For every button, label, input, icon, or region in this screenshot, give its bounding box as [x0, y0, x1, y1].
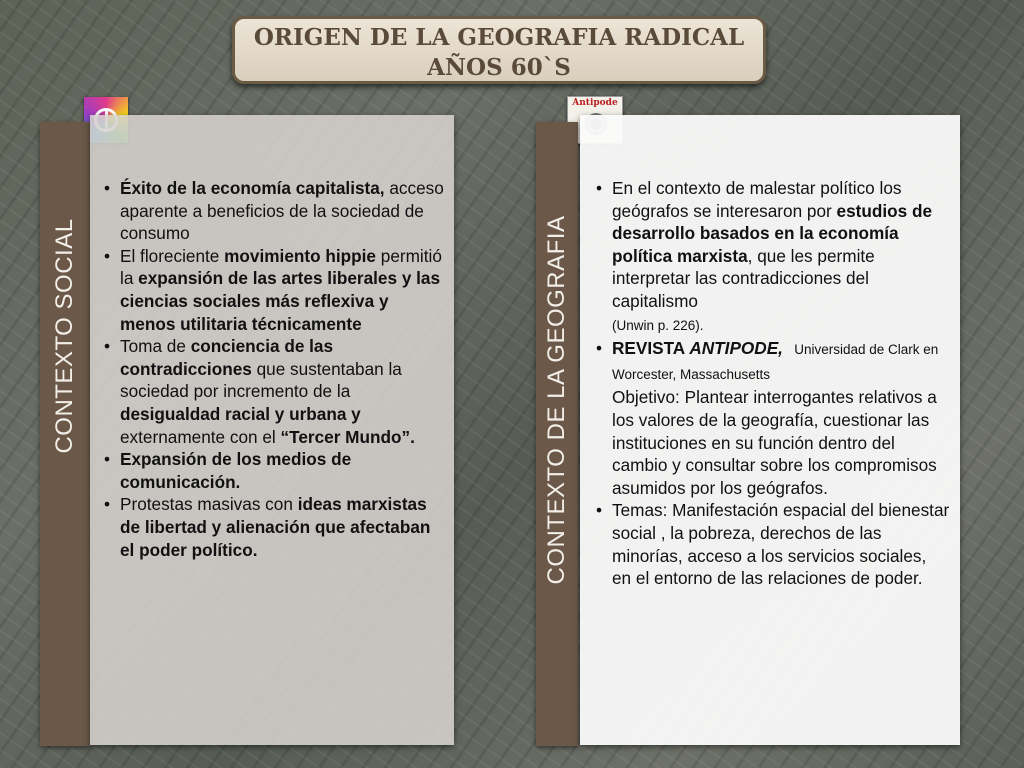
list-item: • En el contexto de malestar político los geógrafos se interesaron por estudios de desarrollo basados en la economía política marxista, que les permite interpretar las contradicciones del capitalismo (Unwin p. 226). — [592, 177, 950, 337]
contexto-social-panel — [90, 115, 454, 745]
list-item: • Toma de conciencia de las contradicciones que sustentaban la sociedad por incremento de la desigualdad racial y urbana y externamente con el “Tercer Mundo”. — [100, 335, 444, 448]
list-item: • Temas: Manifestación espacial del bienestar social , la pobreza, derechos de las minorías, acceso a los servicios sociales, en el entorno de las relaciones de poder. — [592, 499, 950, 589]
contexto-geografia-list — [592, 177, 950, 590]
contexto-social-label: CONTEXTO SOCIAL — [51, 218, 78, 454]
slide-title — [232, 16, 766, 84]
list-item: • Éxito de la economía capitalista, acceso aparente a beneficios de la sociedad de consumo — [100, 177, 444, 245]
title-line-2: AÑOS 60`S — [427, 54, 571, 81]
contexto-geografia-panel — [580, 115, 960, 745]
journal-cover-title: Antipode — [572, 98, 618, 108]
list-item: • Protestas masivas con ideas marxistas de libertad y alienación que afectaban el poder político. — [100, 493, 444, 561]
list-item: • REVISTA ANTIPODE, Universidad de Clark en Worcester, Massachusetts Objetivo: Plantear interrogantes relativos a los valores de la geografía, cuestionar las instituciones en su función dentro del cambio y consultar sobre los compromisos asumidos por los geógrafos. — [592, 337, 950, 499]
title-line-1: ORIGEN DE LA GEOGRAFIA RADICAL — [253, 24, 745, 51]
list-item: • El floreciente movimiento hippie permitió la expansión de las artes liberales y las ciencias sociales más reflexiva y menos utilitaria técnicamente — [100, 245, 444, 335]
contexto-geografia-label: CONTEXTO DE LA GEOGRAFIA — [543, 215, 570, 585]
list-item: • Expansión de los medios de comunicación. — [100, 448, 444, 493]
contexto-social-list — [100, 177, 444, 561]
